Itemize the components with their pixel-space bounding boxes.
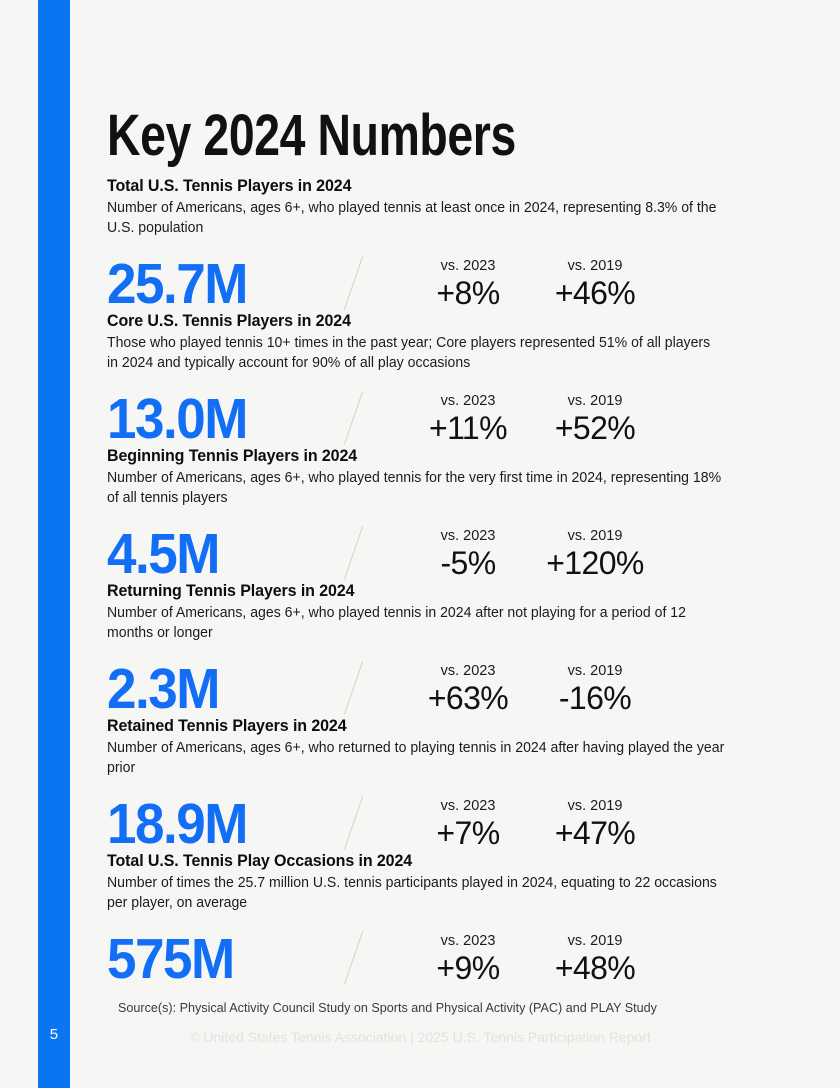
comparison-column bbox=[402, 663, 534, 716]
comparison-column bbox=[402, 258, 534, 311]
comparison-column bbox=[402, 393, 534, 446]
comparison-column bbox=[402, 933, 534, 986]
comparison-column bbox=[402, 528, 534, 581]
stat-row bbox=[107, 787, 752, 856]
stat-value: 575M bbox=[107, 927, 234, 991]
stat-description: Number of Americans, ages 6+, who returned to playing tennis in 2024 after having played the year prior bbox=[107, 740, 725, 776]
comparison-label: vs. 2023 bbox=[440, 798, 496, 814]
comparison-value: +7% bbox=[436, 815, 500, 851]
stat-heading: Total U.S. Tennis Play Occasions in 2024 bbox=[107, 852, 413, 870]
comparison-column bbox=[529, 528, 661, 581]
comparison-value: +52% bbox=[554, 410, 636, 446]
comparison-column bbox=[402, 798, 534, 851]
comparison-value: +46% bbox=[554, 275, 636, 311]
page-number: 5 bbox=[49, 1026, 59, 1043]
stat-description: Number of Americans, ages 6+, who played tennis for the very first time in 2024, representing 18% of all tennis players bbox=[107, 470, 722, 506]
comparison-value: +120% bbox=[546, 545, 644, 581]
page-title: Key 2024 Numbers bbox=[107, 102, 516, 168]
stat-description: Those who played tennis 10+ times in the past year; Core players represented 51% of all players in 2024 and typically account for 90% of all play occasions bbox=[107, 335, 711, 371]
stat-heading: Beginning Tennis Players in 2024 bbox=[107, 447, 358, 465]
comparison-label: vs. 2019 bbox=[567, 528, 623, 544]
stat-block bbox=[107, 581, 752, 721]
stat-block-list bbox=[107, 176, 752, 991]
comparison-column bbox=[529, 798, 661, 851]
source-note: Source(s): Physical Activity Council Study on Sports and Physical Activity (PAC) and PLAY Study bbox=[118, 1001, 657, 1015]
comparison-label: vs. 2023 bbox=[440, 933, 496, 949]
stat-heading: Retained Tennis Players in 2024 bbox=[107, 717, 347, 735]
stat-row bbox=[107, 382, 752, 451]
comparison-value: +47% bbox=[554, 815, 636, 851]
stat-description: Number of Americans, ages 6+, who played tennis in 2024 after not playing for a period of 12 months or longer bbox=[107, 605, 686, 641]
page-accent-rail bbox=[38, 0, 70, 1088]
comparison-label: vs. 2019 bbox=[567, 258, 623, 274]
comparison-label: vs. 2023 bbox=[440, 528, 496, 544]
stat-value: 4.5M bbox=[107, 522, 219, 586]
slash-divider-icon bbox=[344, 931, 363, 984]
stat-block bbox=[107, 176, 752, 316]
copyright-note: © United States Tennis Association | 2025 U.S. Tennis Participation Report bbox=[189, 1029, 651, 1045]
stat-description: Number of Americans, ages 6+, who played tennis at least once in 2024, representing 8.3% of the U.S. population bbox=[107, 200, 717, 236]
slash-divider-icon bbox=[344, 391, 363, 444]
comparison-label: vs. 2023 bbox=[440, 663, 496, 679]
stat-value: 25.7M bbox=[107, 252, 247, 316]
stat-description: Number of times the 25.7 million U.S. tennis participants played in 2024, equating to 22 occasions per player, on average bbox=[107, 875, 717, 911]
comparison-value: +48% bbox=[554, 950, 636, 986]
stat-row bbox=[107, 517, 752, 586]
comparison-value: -5% bbox=[440, 545, 496, 581]
stat-heading: Returning Tennis Players in 2024 bbox=[107, 582, 355, 600]
stat-value: 18.9M bbox=[107, 792, 247, 856]
stat-value: 13.0M bbox=[107, 387, 247, 451]
comparison-label: vs. 2023 bbox=[440, 258, 496, 274]
comparison-label: vs. 2019 bbox=[567, 798, 623, 814]
slash-divider-icon bbox=[344, 796, 363, 849]
comparison-label: vs. 2019 bbox=[567, 663, 623, 679]
comparison-label: vs. 2023 bbox=[440, 393, 496, 409]
stat-block bbox=[107, 716, 752, 856]
slash-divider-icon bbox=[344, 661, 363, 714]
stat-heading: Core U.S. Tennis Players in 2024 bbox=[107, 312, 351, 330]
comparison-column bbox=[529, 933, 661, 986]
slash-divider-icon bbox=[344, 526, 363, 579]
comparison-label: vs. 2019 bbox=[567, 933, 623, 949]
stat-block bbox=[107, 446, 752, 586]
slash-divider-icon bbox=[344, 256, 363, 309]
comparison-value: +8% bbox=[436, 275, 500, 311]
comparison-value: +63% bbox=[427, 680, 509, 716]
stat-heading: Total U.S. Tennis Players in 2024 bbox=[107, 177, 352, 195]
comparison-value: +9% bbox=[436, 950, 500, 986]
stat-row bbox=[107, 922, 752, 991]
comparison-column bbox=[529, 393, 661, 446]
comparison-value: -16% bbox=[558, 680, 632, 716]
stat-row bbox=[107, 652, 752, 721]
comparison-column bbox=[529, 258, 661, 311]
comparison-value: +11% bbox=[429, 410, 507, 446]
stat-block bbox=[107, 851, 752, 991]
comparison-column bbox=[529, 663, 661, 716]
stat-value: 2.3M bbox=[107, 657, 219, 721]
stat-row bbox=[107, 247, 752, 316]
comparison-label: vs. 2019 bbox=[567, 393, 623, 409]
stat-block bbox=[107, 311, 752, 451]
